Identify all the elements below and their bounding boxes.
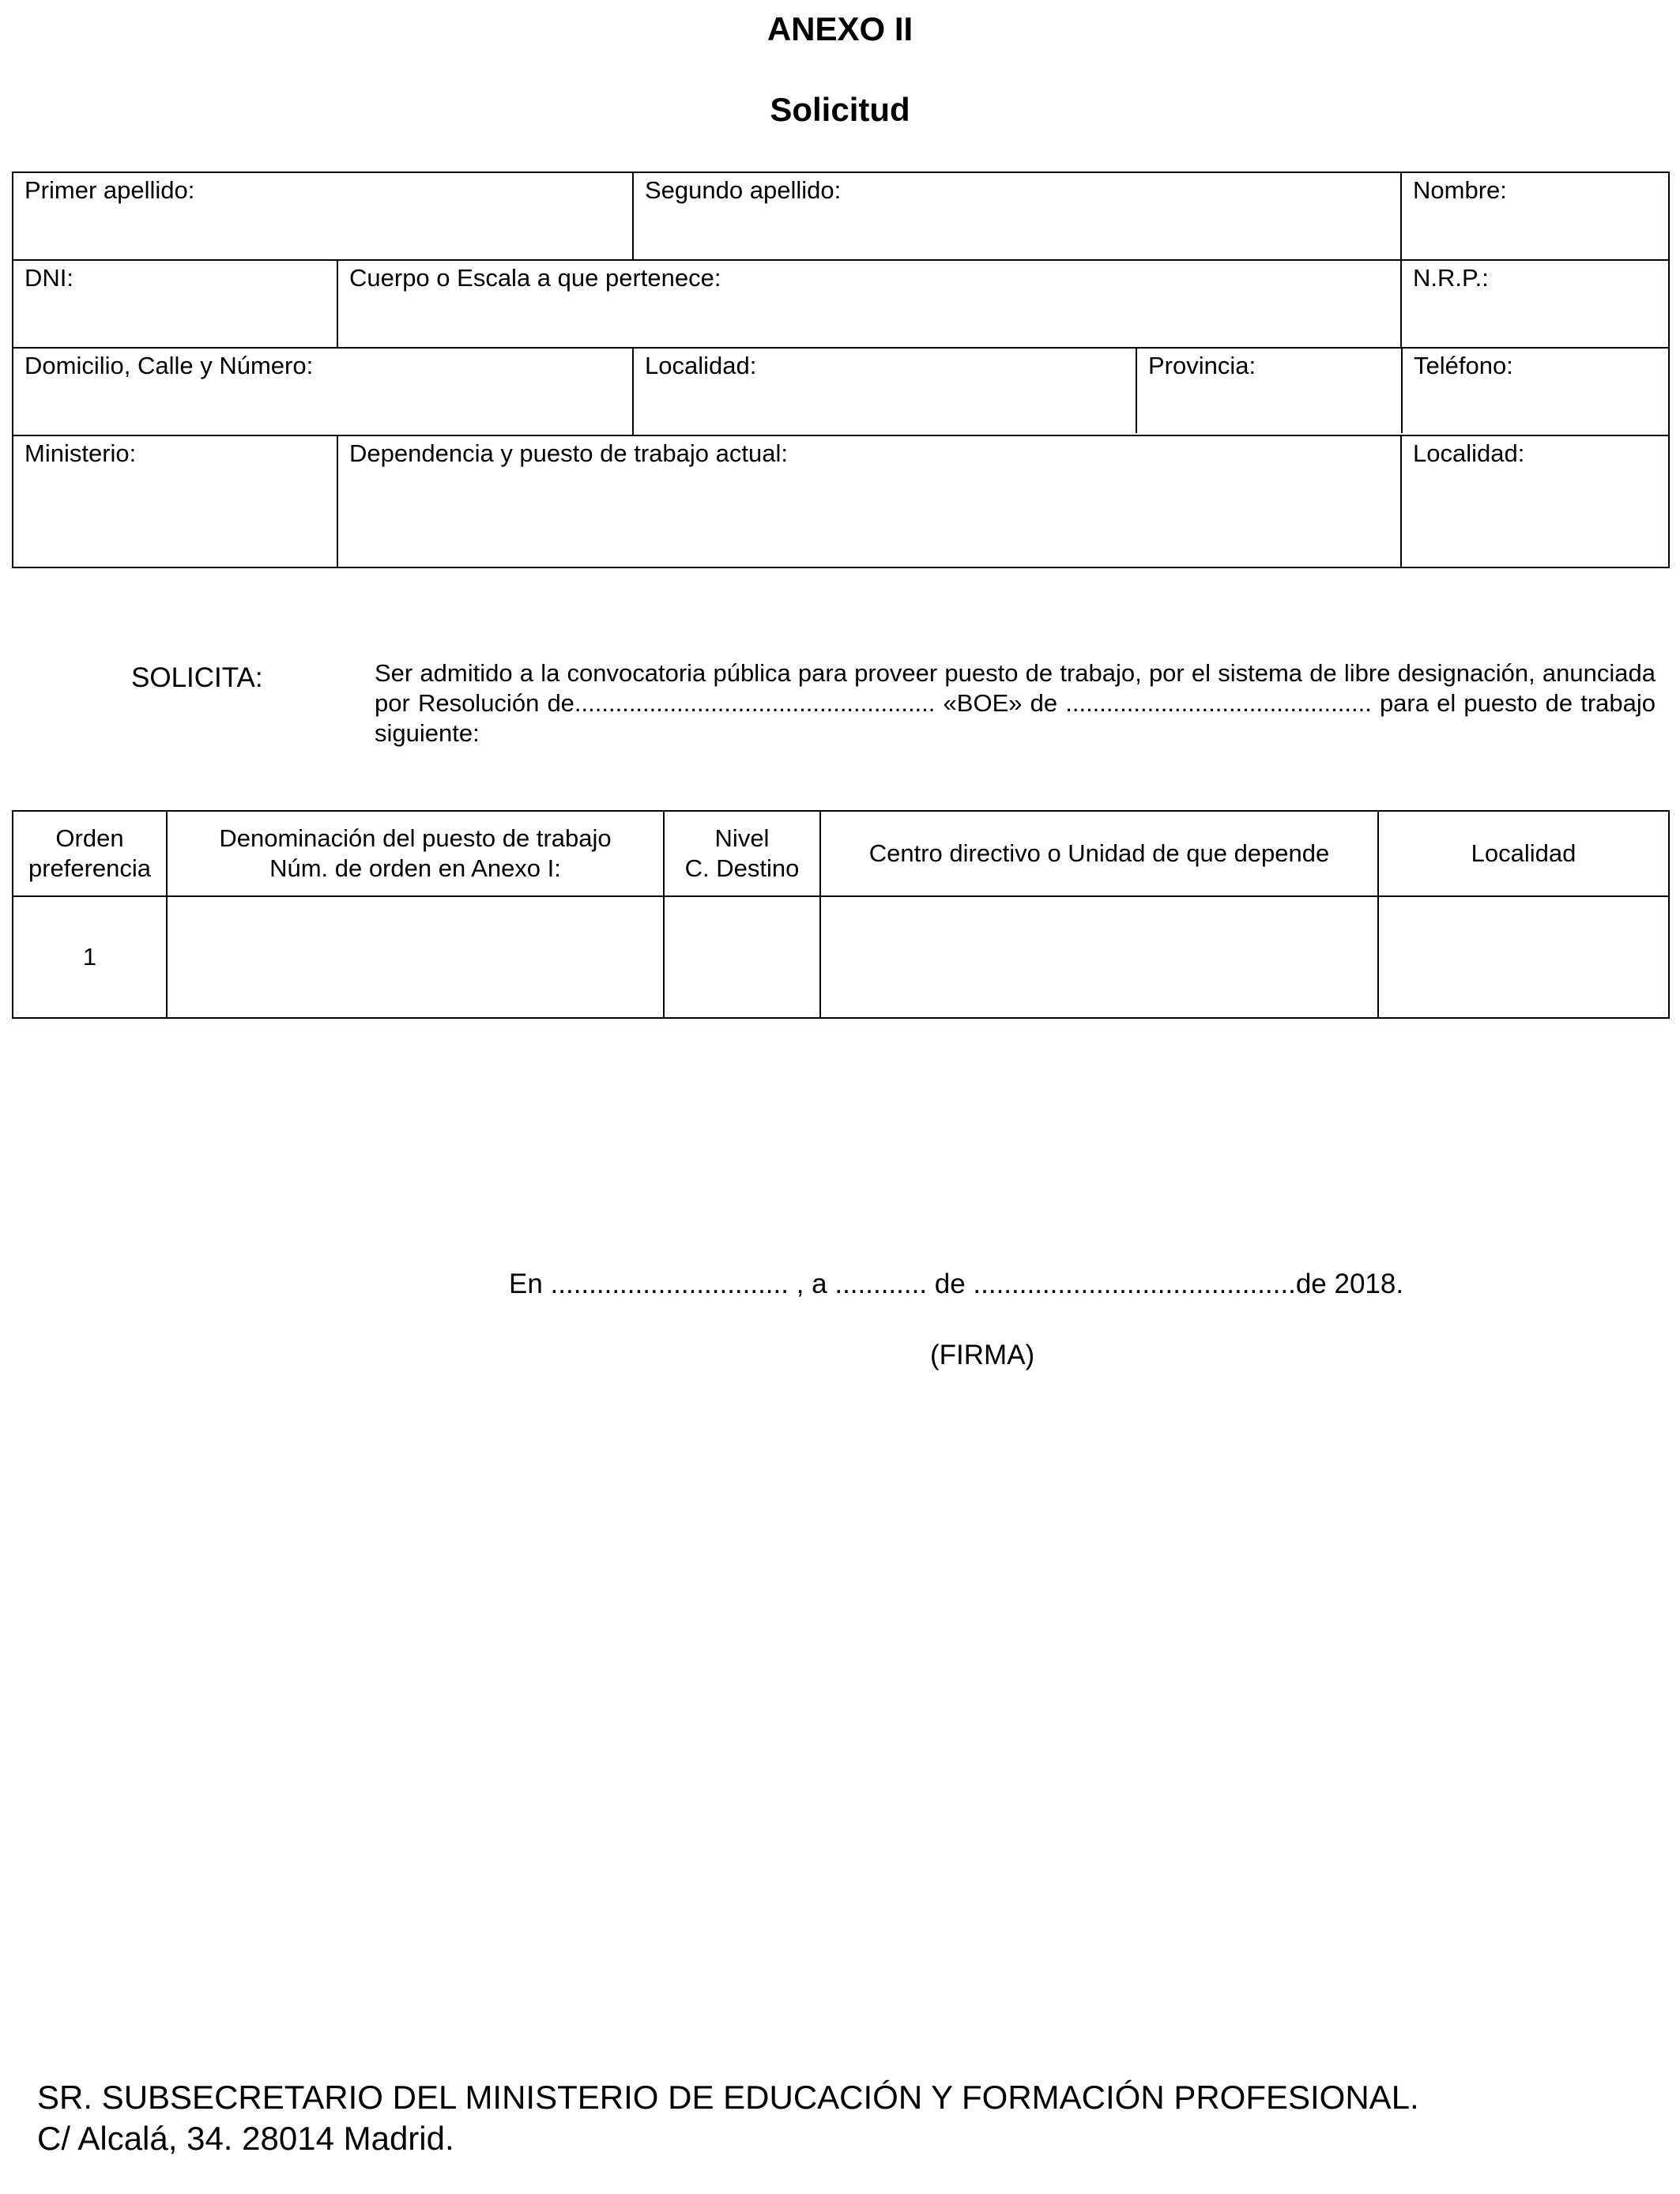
job-request-table [12,810,1670,1019]
signature-label: (FIRMA) [930,1340,1035,1370]
header-line: Denominación del puesto de trabajo [219,824,612,852]
cell-orden: 1 [13,896,167,1018]
addressee-line-1: SR. SUBSECRETARIO DEL MINISTERIO DE EDUCACIÓN Y FORMACIÓN PROFESIONAL. [37,2079,1419,2116]
field-localidad-trabajo[interactable] [1401,435,1669,567]
field-nombre[interactable] [1401,172,1669,260]
addressee-block [37,2077,1419,2159]
field-provincia[interactable] [1136,349,1402,433]
header-line: preferencia [28,854,152,882]
solicita-label: SOLICITA: [131,662,263,693]
field-label: Cuerpo o Escala a que pertenece: [349,264,721,292]
field-label: DNI: [24,264,73,292]
header-line: C. Destino [684,854,800,882]
table-header-row [13,811,1669,896]
field-domicilio[interactable] [13,348,633,435]
column-header-orden [13,811,167,896]
field-label: Localidad: [645,352,757,379]
solicita-text: Ser admitido a la convocatoria pública para proveer puesto de trabajo, por el sistema de libre designación, anunciada por Resolución de..................................................... «BOE» de ............................................. para el puesto de trabajo siguiente: [375,659,1656,747]
table-row [13,896,1669,1018]
header-line: Nivel [714,824,770,852]
field-label: Segundo apellido: [645,176,842,204]
addressee-line-2: C/ Alcalá, 34. 28014 Madrid. [37,2120,454,2157]
page-title: Solicitud [770,91,910,128]
field-cuerpo-escala[interactable] [337,260,1401,348]
field-label: N.R.P.: [1413,264,1489,292]
field-label: Ministerio: [24,439,137,467]
field-dependencia[interactable] [337,435,1401,567]
field-label: Domicilio, Calle y Número: [24,352,314,379]
column-header-localidad: Localidad [1378,811,1669,896]
annex-title: ANEXO II [767,10,913,47]
field-nrp[interactable] [1401,260,1669,348]
field-label: Dependencia y puesto de trabajo actual: [349,439,788,467]
field-primer-apellido[interactable] [13,172,633,260]
column-header-denominacion [167,811,664,896]
field-ministerio[interactable] [13,435,337,567]
cell-localidad[interactable] [1378,896,1669,1018]
cell-denominacion[interactable] [167,896,664,1018]
field-label: Primer apellido: [24,176,195,204]
field-label: Nombre: [1413,176,1507,204]
field-label: Provincia: [1148,352,1256,379]
field-group-address [633,348,1669,435]
header-line: Núm. de orden en Anexo I: [269,854,561,882]
field-localidad[interactable] [634,349,1136,433]
header-line: Orden [55,824,124,852]
field-segundo-apellido[interactable] [633,172,1401,260]
cell-nivel[interactable] [664,896,820,1018]
field-label: Teléfono: [1414,352,1513,379]
cell-centro[interactable] [820,896,1378,1018]
personal-data-table [12,172,1670,568]
field-label: Localidad: [1413,439,1525,467]
column-header-centro: Centro directivo o Unidad de que depende [820,811,1378,896]
address-subtable [634,349,1670,433]
column-header-nivel [664,811,820,896]
date-line: En ............................... , a ............ de ..........................................de 2018. [509,1269,1404,1299]
field-telefono[interactable] [1402,349,1670,433]
field-dni[interactable] [13,260,337,348]
